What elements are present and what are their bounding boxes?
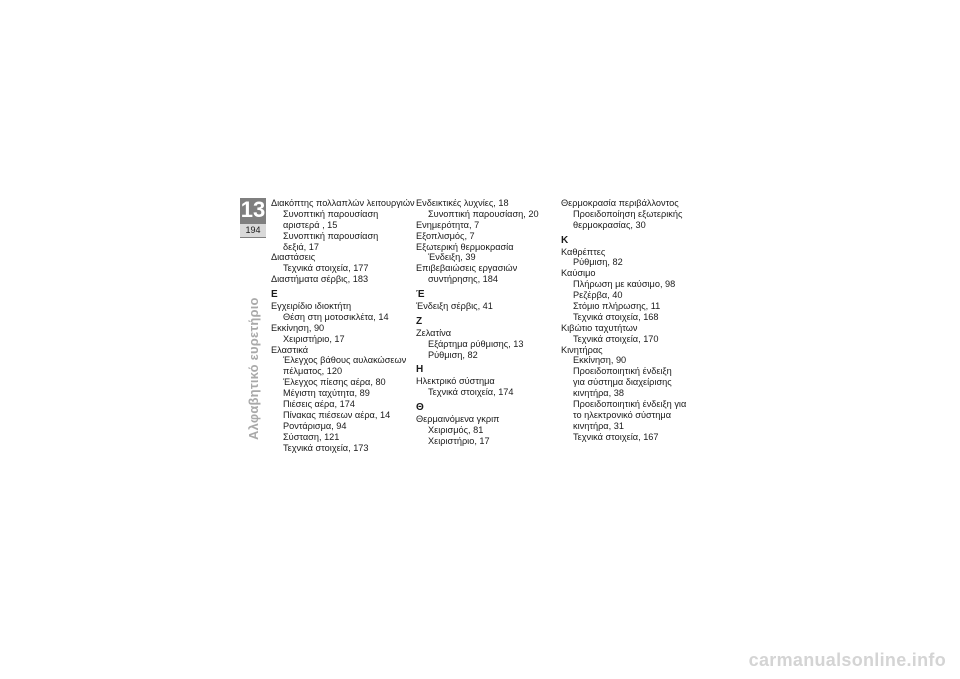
index-subentry: Χειρισμός, 81: [428, 424, 484, 435]
index-entry: Θερμοκρασία περιβάλλοντος: [561, 198, 679, 208]
index-subentry: κινητήρα, 31: [573, 420, 624, 431]
index-subentry: Συνοπτική παρουσίαση: [283, 208, 379, 219]
index-subentry: Μέγιστη ταχύτητα, 89: [283, 388, 370, 399]
index-entry: Εξωτερική θερμοκρασία: [416, 241, 514, 252]
index-column-3: [561, 198, 701, 443]
index-entry: Εγχειρίδιο ιδιοκτήτη: [271, 301, 352, 312]
index-entry: Διαστήματα σέρβις, 183: [271, 274, 369, 285]
index-subentry: Έλεγχος βάθους αυλακώσεων: [283, 355, 407, 366]
index-subentry: συντήρησης, 184: [428, 274, 499, 285]
index-entry: Κιβώτιο ταχυτήτων: [561, 322, 638, 333]
index-entry: Κινητήρας: [561, 344, 603, 355]
index-subentry: Εκκίνηση, 90: [573, 355, 627, 366]
index-entry: Ελαστικά: [271, 344, 309, 355]
index-entry: Καθρέπτες: [561, 246, 606, 257]
index-subentry: Προειδοποιητική ένδειξη για: [573, 399, 687, 410]
index-entry: Ενημερότητα, 7: [416, 219, 480, 230]
index-column-2: [416, 198, 556, 447]
index-subentry: Θέση στη μοτοσικλέτα, 14: [283, 311, 389, 322]
index-entry: Ενδεικτικές λυχνίες, 18: [416, 198, 509, 208]
index-subentry: Συνοπτική παρουσίαση, 20: [428, 208, 539, 219]
page-number: 194: [240, 224, 266, 237]
index-subentry: Πιέσεις αέρα, 174: [283, 399, 355, 410]
index-subentry: Ρύθμιση, 82: [573, 257, 623, 268]
index-subentry: πέλματος, 120: [283, 366, 343, 377]
index-subentry: το ηλεκτρονικό σύστημα: [573, 409, 672, 420]
index-subentry: Ρεζέρβα, 40: [573, 290, 623, 301]
index-subentry: για σύστημα διαχείρισης: [573, 377, 672, 388]
index-entry: Επιβεβαιώσεις εργασιών: [416, 263, 518, 274]
index-letter-heading: Ζ: [416, 315, 423, 327]
index-subentry: Τεχνικά στοιχεία, 168: [573, 311, 659, 322]
watermark: carmanualsonline.info: [748, 650, 946, 670]
index-subentry: Τεχνικά στοιχεία, 177: [283, 263, 369, 274]
index-subentry: Τεχνικά στοιχεία, 173: [283, 442, 369, 453]
index-letter-heading: Έ: [416, 289, 425, 301]
index-entry: Καύσιμο: [561, 268, 596, 279]
index-subentry: Στόμιο πλήρωσης, 11: [573, 301, 661, 312]
index-entry: Εκκίνηση, 90: [271, 322, 325, 333]
index-subentry: Ένδειξη, 39: [428, 252, 476, 263]
index-column-1: [271, 198, 415, 453]
index-subentry: Έλεγχος πίεσης αέρα, 80: [283, 377, 386, 388]
index-letter-heading: Κ: [561, 234, 569, 246]
chapter-title: Αλφαβητικό ευρετήριο: [246, 297, 261, 440]
index-entry: Ένδειξη σέρβις, 41: [416, 301, 493, 312]
index-entry: Ηλεκτρικό σύστημα: [416, 376, 495, 387]
index-entry: Ζελατίνα: [416, 327, 452, 338]
index-subentry: Τεχνικά στοιχεία, 170: [573, 333, 659, 344]
index-subentry: Πίνακας πιέσεων αέρα, 14: [283, 409, 391, 420]
index-letter-heading: Ε: [271, 289, 278, 301]
index-subentry: Εξάρτημα ρύθμισης, 13: [428, 338, 524, 349]
index-entry: Διαστάσεις: [271, 252, 316, 263]
index-subentry: Τεχνικά στοιχεία, 167: [573, 431, 659, 442]
index-subentry: Προειδοποίηση εξωτερικής: [573, 208, 683, 219]
index-subentry: Προειδοποιητική ένδειξη: [573, 366, 672, 377]
index-entry: Διακόπτης πολλαπλών λειτουργιών: [271, 198, 415, 208]
index-subentry: Χειριστήριο, 17: [283, 333, 345, 344]
index-entry: Θερμαινόμενα γκριπ: [416, 414, 500, 425]
index-subentry: θερμοκρασίας, 30: [573, 219, 646, 230]
index-subentry: Χειριστήριο, 17: [428, 435, 490, 446]
index-subentry: κινητήρα, 38: [573, 388, 624, 399]
index-subentry: αριστερά , 15: [283, 219, 338, 230]
index-subentry: Τεχνικά στοιχεία, 174: [428, 387, 514, 398]
index-entry: Εξοπλισμός, 7: [416, 230, 475, 241]
index-letter-heading: Η: [416, 364, 424, 376]
index-subentry: Πλήρωση με καύσιμο, 98: [573, 279, 676, 290]
index-subentry: Ρύθμιση, 82: [428, 349, 478, 360]
index-subentry: Συνοπτική παρουσίαση: [283, 230, 379, 241]
index-letter-heading: Θ: [416, 402, 424, 414]
index-subentry: δεξιά, 17: [283, 241, 320, 252]
index-subentry: Ροντάρισμα, 94: [283, 420, 347, 431]
chapter-number: 13: [240, 197, 266, 222]
index-subentry: Σύσταση, 121: [283, 431, 340, 442]
